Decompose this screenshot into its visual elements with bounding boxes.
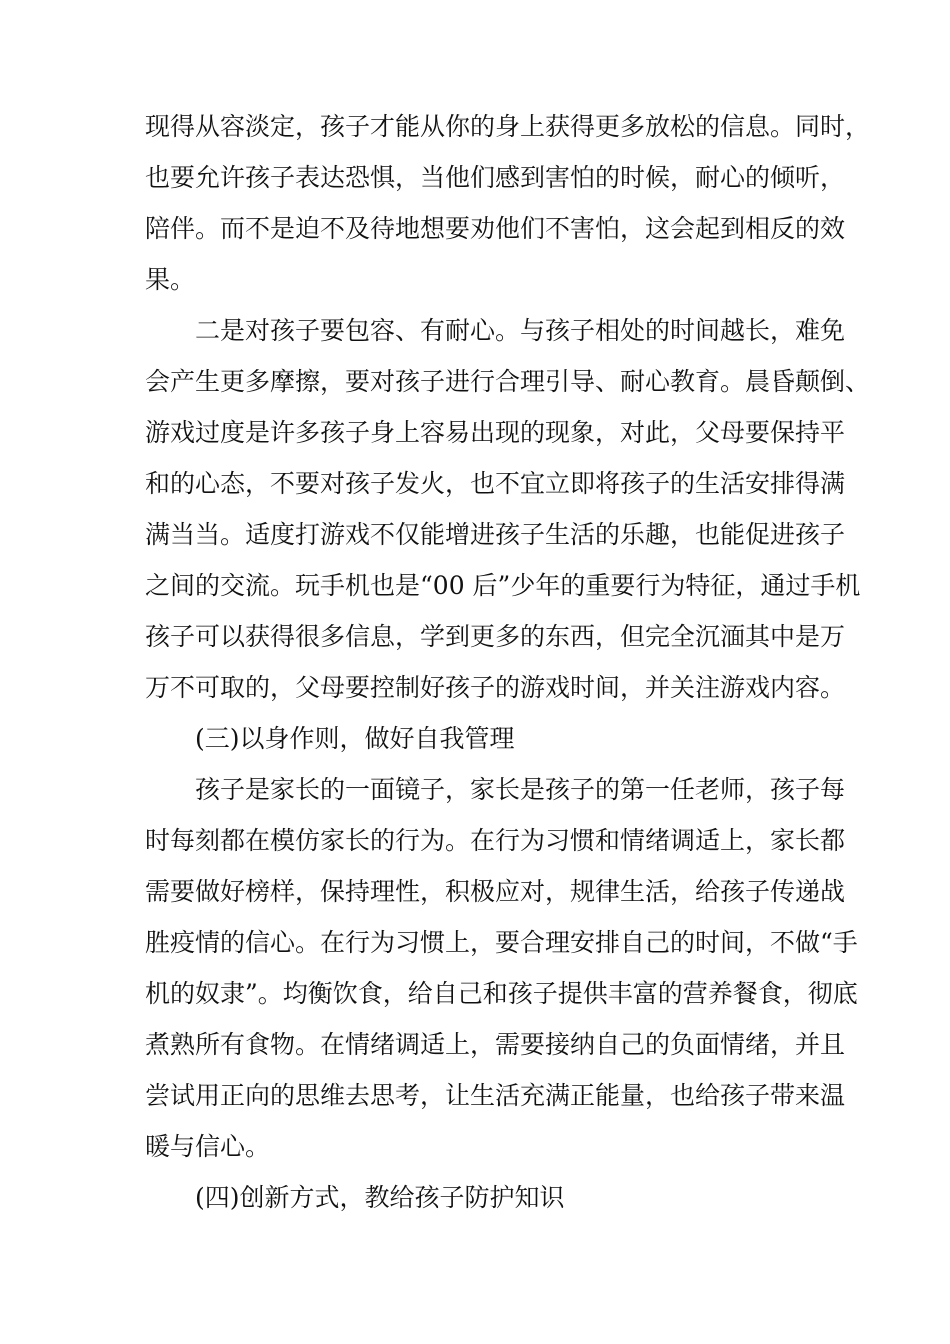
paragraph-2-line-6: 之间的交流。玩手机也是“00 后”少年的重要行为特征，通过手机: [145, 571, 861, 600]
paragraph-3-line-6: 煮熟所有食物。在情绪调适上，需要接纳自己的负面情绪，并且: [145, 1030, 846, 1059]
paragraph-3-line-4: 胜疫情的信心。在行为习惯上，要合理安排自己的时间，不做“手: [145, 928, 858, 957]
paragraph-3-line-5: 机的奴隶”。均衡饮食，给自己和孩子提供丰富的营养餐食，彻底: [145, 979, 858, 1008]
paragraph-3-line-2: 时每刻都在模仿家长的行为。在行为习惯和情绪调适上，家长都: [145, 826, 846, 855]
paragraph-2-line-3: 游戏过度是许多孩子身上容易出现的现象，对此，父母要保持平: [145, 418, 846, 447]
paragraph-3-line-1: 孩子是家长的一面镜子，家长是孩子的第一任老师，孩子每: [195, 775, 846, 804]
section-heading-4: (四)创新方式，教给孩子防护知识: [195, 1183, 565, 1212]
paragraph-3: [145, 764, 858, 1172]
paragraph-2-line-1: 二是对孩子要包容、有耐心。与孩子相处的时间越长，难免: [195, 316, 846, 345]
paragraph-3-line-7: 尝试用正向的思维去思考，让生活充满正能量，也给孩子带来温: [145, 1081, 846, 1110]
paragraph-3-line-8: 暖与信心。: [145, 1132, 271, 1161]
paragraph-2-line-8: 万不可取的，父母要控制好孩子的游戏时间，并关注游戏内容。: [145, 673, 846, 702]
paragraph-2-line-4: 和的心态，不要对孩子发火，也不宜立即将孩子的生活安排得满: [145, 469, 846, 498]
paragraph-1: [145, 101, 871, 305]
paragraph-1-line-2: 也要允许孩子表达恐惧，当他们感到害怕的时候，耐心的倾听，: [145, 163, 846, 192]
paragraph-2: [145, 305, 871, 713]
paragraph-1-line-4: 果。: [145, 265, 196, 294]
paragraph-1-line-1: 现得从容淡定，孩子才能从你的身上获得更多放松的信息。同时，: [145, 112, 871, 141]
paragraph-3-line-3: 需要做好榜样，保持理性，积极应对，规律生活，给孩子传递战: [145, 877, 846, 906]
paragraph-2-line-2: 会产生更多摩擦，要对孩子进行合理引导、耐心教育。晨昏颠倒、: [145, 367, 871, 396]
section-heading-3: (三)以身作则，做好自我管理: [195, 724, 515, 753]
paragraph-1-line-3: 陪伴。而不是迫不及待地想要劝他们不害怕，这会起到相反的效: [145, 214, 846, 243]
paragraph-2-line-7: 孩子可以获得很多信息，学到更多的东西，但完全沉湎其中是万: [145, 622, 846, 651]
paragraph-2-line-5: 满当当。适度打游戏不仅能增进孩子生活的乐趣，也能促进孩子: [145, 520, 846, 549]
